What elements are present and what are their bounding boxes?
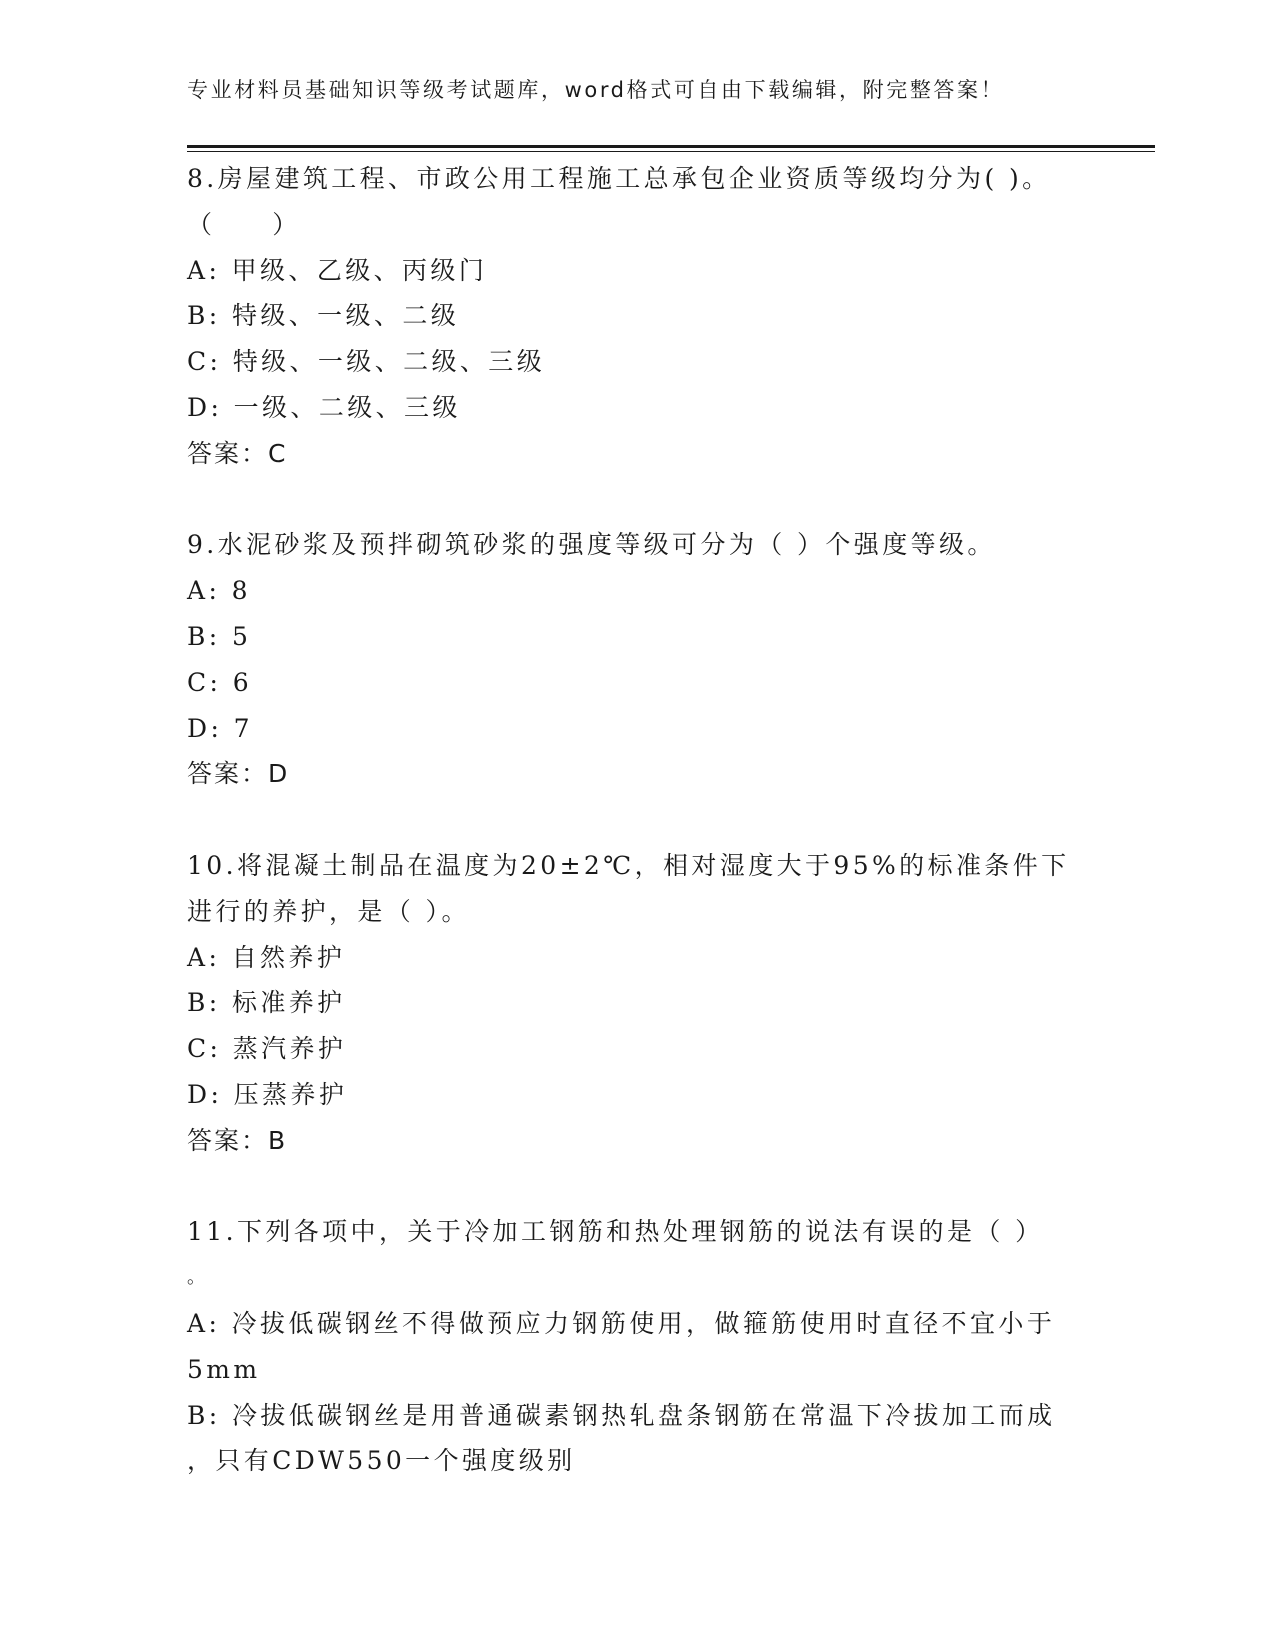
question-stem: 8.房屋建筑工程、市政公用工程施工总承包企业资质等级均分为( )。 xyxy=(187,164,1051,193)
question-stem-continued: 进行的养护，是（ ）。 xyxy=(187,896,470,926)
option-d: D: 7 xyxy=(187,713,253,743)
header-rule-thick xyxy=(187,145,1155,148)
question-stem: 11.下列各项中，关于冷加工钢筋和热处理钢筋的说法有误的是（ ） xyxy=(187,1217,1044,1247)
question-stem: 10.将混凝土制品在温度为20±2℃，相对湿度大于95%的标准条件下 xyxy=(187,850,1070,880)
question-8 xyxy=(187,156,1087,477)
option-a: A: 冷拔低碳钢丝不得做预应力钢筋使用，做箍筋使用时直径不宜小于 xyxy=(187,1308,1056,1338)
question-stem: 9.水泥砂浆及预拌砌筑砂浆的强度等级可分为（ ）个强度等级。 xyxy=(187,530,996,560)
option-c: C: 6 xyxy=(187,667,253,697)
question-list xyxy=(187,156,1087,1484)
answer: 答案：B xyxy=(187,1125,288,1155)
answer: 答案：C xyxy=(187,438,288,468)
question-10 xyxy=(187,843,1087,1164)
spacer xyxy=(187,797,1087,843)
option-a: A: 自然养护 xyxy=(187,942,346,972)
option-c: C: 蒸汽养护 xyxy=(187,1034,347,1064)
option-a: A: 甲级、乙级、丙级门 xyxy=(187,255,488,285)
option-b: B: 冷拔低碳钢丝是用普通碳素钢热轧盘条钢筋在常温下冷拔加工而成 xyxy=(187,1400,1056,1430)
option-a: A: 8 xyxy=(187,576,251,606)
option-d: D: 一级、二级、三级 xyxy=(187,392,461,422)
option-b-continued: ，只有CDW550一个强度级别 xyxy=(187,1446,576,1476)
option-b: B: 5 xyxy=(187,621,252,651)
option-c: C: 特级、一级、二级、三级 xyxy=(187,347,546,377)
answer: 答案：D xyxy=(187,759,290,789)
spacer xyxy=(187,1164,1087,1210)
option-b: B: 特级、一级、二级 xyxy=(187,301,460,331)
option-a-continued: 5mm xyxy=(187,1354,261,1384)
option-d: D: 压蒸养护 xyxy=(187,1079,348,1109)
question-9 xyxy=(187,522,1087,797)
question-11 xyxy=(187,1209,1087,1484)
question-stem-blank: （ ） xyxy=(187,209,301,239)
option-b: B: 标准养护 xyxy=(187,988,346,1018)
spacer xyxy=(187,477,1087,523)
question-stem-continued: 。 xyxy=(187,1267,209,1289)
header-rule-thin xyxy=(187,151,1155,152)
page-header: 专业材料员基础知识等级考试题库，word格式可自由下载编辑，附完整答案！ xyxy=(187,78,1005,102)
